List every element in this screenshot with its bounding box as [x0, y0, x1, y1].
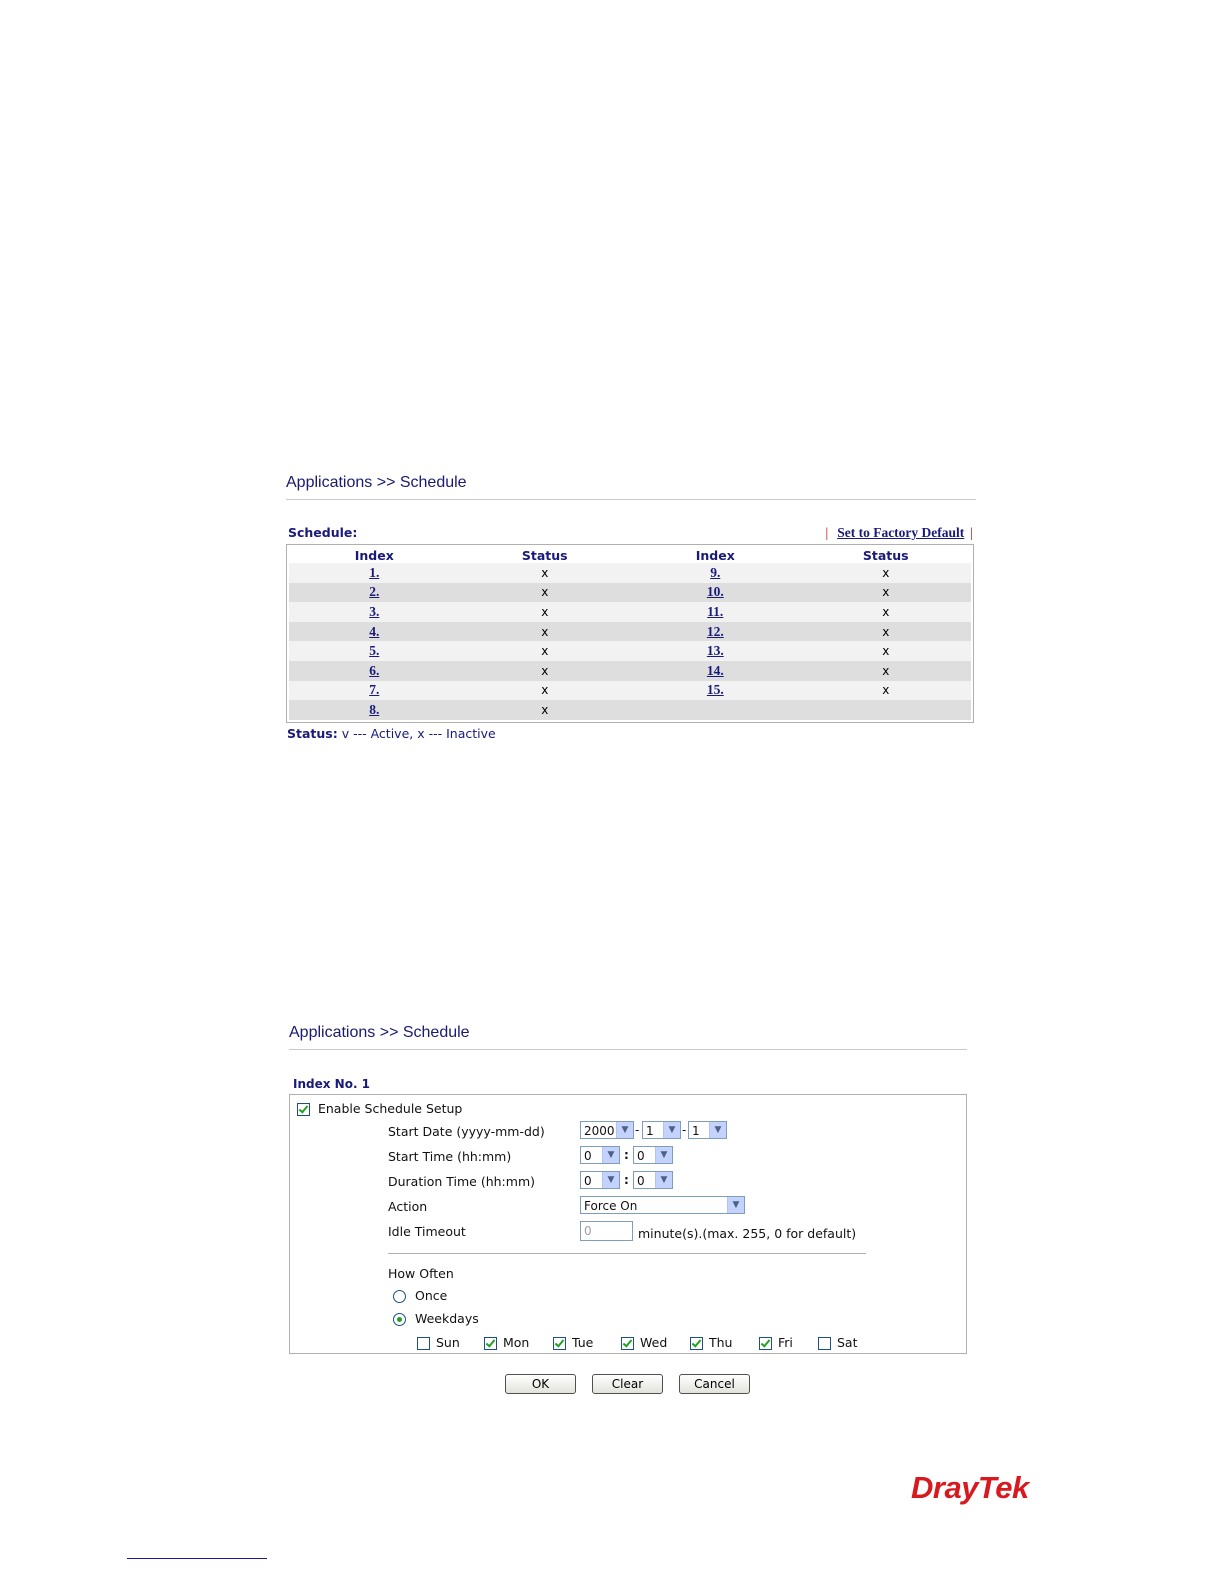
idle-timeout-label: Idle Timeout: [388, 1224, 466, 1239]
table-row: [289, 602, 971, 622]
separator: |: [970, 525, 973, 540]
schedule-index-link[interactable]: 12.: [706, 623, 724, 639]
schedule-status: x: [882, 663, 890, 678]
day-option: [484, 1335, 529, 1350]
idle-timeout-input[interactable]: 0: [580, 1221, 633, 1241]
table-row: [289, 622, 971, 642]
enable-schedule-checkbox[interactable]: [297, 1103, 310, 1116]
table-row: [289, 681, 971, 701]
table-cell: [289, 641, 460, 661]
table-row: [289, 700, 971, 720]
duration-time-label: Duration Time (hh:mm): [388, 1174, 535, 1189]
schedule-status: x: [541, 663, 549, 678]
table-row: [289, 641, 971, 661]
table-cell: [630, 661, 801, 681]
table-cell: [289, 583, 460, 603]
start-month-select[interactable]: 1 ▼: [642, 1121, 681, 1139]
schedule-index-link[interactable]: 3.: [369, 603, 380, 619]
schedule-status: x: [882, 644, 890, 659]
schedule-index-link[interactable]: 1.: [369, 564, 380, 580]
table-cell: [630, 583, 801, 603]
table-cell: [289, 661, 460, 681]
duration-hour-select[interactable]: 0 ▼: [580, 1171, 620, 1189]
day-checkbox-wed[interactable]: [621, 1337, 634, 1350]
schedule-label: Schedule:: [288, 525, 358, 540]
chevron-down-icon: ▼: [709, 1122, 726, 1138]
day-checkbox-sun[interactable]: [417, 1337, 430, 1350]
schedule-status: x: [541, 644, 549, 659]
chevron-down-icon: ▼: [727, 1197, 744, 1213]
day-label: Tue: [572, 1335, 594, 1350]
column-header-status: Status: [521, 547, 568, 563]
table-cell: [801, 681, 972, 701]
schedule-index-link[interactable]: 8.: [369, 701, 380, 717]
day-label: Sat: [837, 1335, 858, 1350]
day-label: Fri: [778, 1335, 793, 1350]
how-often-label: How Often: [388, 1266, 454, 1281]
table-cell: [460, 563, 631, 583]
table-cell: [630, 681, 801, 701]
weekdays-label: Weekdays: [414, 1311, 479, 1326]
table-cell: [460, 622, 631, 642]
weekdays-radio[interactable]: [393, 1313, 406, 1326]
schedule-index-link[interactable]: 11.: [707, 603, 724, 619]
table-cell: [289, 681, 460, 701]
column-header-index: Index: [354, 547, 394, 563]
day-checkbox-sat[interactable]: [818, 1337, 831, 1350]
draytek-logo: DrayTek: [911, 1470, 1029, 1505]
index-number-label: Index No. 1: [293, 1077, 371, 1091]
chevron-down-icon: ▼: [602, 1147, 619, 1163]
date-separator: -: [682, 1123, 687, 1137]
table-row: [289, 583, 971, 603]
table-row: [289, 661, 971, 681]
chevron-down-icon: ▼: [602, 1172, 619, 1188]
schedule-index-link[interactable]: 7.: [369, 682, 380, 698]
day-option: [621, 1335, 667, 1350]
idle-timeout-hint: minute(s).(max. 255, 0 for default): [638, 1226, 857, 1241]
schedule-status: x: [882, 565, 890, 580]
action-select[interactable]: Force On ▼: [580, 1196, 745, 1214]
column-header-index: Index: [695, 547, 735, 563]
table-cell: [630, 563, 801, 583]
chevron-down-icon: ▼: [616, 1122, 633, 1138]
time-separator: :: [624, 1148, 629, 1162]
table-cell: [460, 602, 631, 622]
day-option: [417, 1335, 460, 1350]
start-hour-select[interactable]: 0 ▼: [580, 1146, 620, 1164]
day-option: [759, 1335, 793, 1350]
schedule-index-link[interactable]: 15.: [706, 682, 724, 698]
chevron-down-icon: ▼: [655, 1172, 672, 1188]
day-label: Wed: [640, 1335, 668, 1350]
table-cell: [289, 563, 460, 583]
schedule-table: [286, 544, 974, 723]
enable-schedule-label: Enable Schedule Setup: [317, 1101, 463, 1116]
schedule-edit-panel: [289, 1024, 967, 1354]
schedule-index-link[interactable]: 13.: [706, 643, 724, 659]
start-time-label: Start Time (hh:mm): [388, 1149, 512, 1164]
table-cell: [289, 622, 460, 642]
table-cell: [801, 622, 972, 642]
schedule-index-link[interactable]: 5.: [369, 643, 380, 659]
status-legend: [287, 726, 976, 741]
divider: [388, 1253, 866, 1254]
table-cell: [801, 602, 972, 622]
schedule-index-link[interactable]: 4.: [369, 623, 380, 639]
time-separator: :: [624, 1173, 629, 1187]
schedule-status: x: [882, 624, 890, 639]
schedule-index-link[interactable]: 2.: [369, 584, 380, 600]
day-option: [818, 1335, 858, 1350]
schedule-status: x: [882, 683, 890, 698]
day-label: Sun: [436, 1335, 460, 1350]
start-day-select[interactable]: 1 ▼: [688, 1121, 727, 1139]
column-header-status: Status: [862, 547, 909, 563]
set-factory-default-link[interactable]: Set to Factory Default: [837, 525, 965, 540]
status-legend-text: v --- Active, x --- Inactive: [341, 725, 496, 741]
chevron-down-icon: ▼: [663, 1122, 680, 1138]
table-row: [289, 563, 971, 583]
schedule-setup-box: [289, 1094, 967, 1354]
day-option: [553, 1335, 593, 1350]
schedule-index-link[interactable]: 10.: [706, 584, 724, 600]
start-year-select[interactable]: 2000 ▼: [580, 1121, 634, 1139]
day-checkbox-thu[interactable]: [690, 1337, 703, 1350]
chevron-down-icon: ▼: [655, 1147, 672, 1163]
table-cell: [460, 661, 631, 681]
table-cell: [801, 661, 972, 681]
day-option: [690, 1335, 732, 1350]
page-title: Applications >> Schedule: [289, 1024, 967, 1050]
table-cell: [460, 583, 631, 603]
footer-rule: [127, 1558, 267, 1559]
table-cell: [289, 700, 460, 720]
table-cell: [460, 700, 631, 720]
schedule-status: x: [541, 585, 549, 600]
start-minute-select[interactable]: 0 ▼: [633, 1146, 673, 1164]
once-radio[interactable]: [393, 1290, 406, 1303]
clear-button[interactable]: Clear: [592, 1374, 663, 1394]
duration-minute-select[interactable]: 0 ▼: [633, 1171, 673, 1189]
schedule-index-link[interactable]: 9.: [710, 564, 721, 580]
schedule-status: x: [882, 585, 890, 600]
day-checkbox-mon[interactable]: [484, 1337, 497, 1350]
schedule-status: x: [882, 604, 890, 619]
day-checkbox-fri[interactable]: [759, 1337, 772, 1350]
schedule-status: x: [541, 683, 549, 698]
table-cell: [630, 622, 801, 642]
table-cell: [801, 583, 972, 603]
table-cell: [801, 700, 972, 720]
table-cell: [801, 563, 972, 583]
schedule-status: x: [541, 565, 549, 580]
schedule-index-link[interactable]: 6.: [369, 662, 380, 678]
table-cell: [460, 641, 631, 661]
page-title: Applications >> Schedule: [286, 474, 976, 500]
start-date-label: Start Date (yyyy-mm-dd): [388, 1124, 545, 1139]
status-legend-label: Status:: [287, 725, 338, 741]
once-label: Once: [414, 1288, 448, 1303]
table-cell: [801, 641, 972, 661]
ok-button[interactable]: OK: [505, 1374, 576, 1394]
table-cell: [630, 602, 801, 622]
separator: |: [825, 525, 829, 540]
schedule-header: [286, 525, 976, 543]
day-label: Thu: [709, 1335, 733, 1350]
date-separator: -: [635, 1123, 640, 1137]
table-cell: [630, 641, 801, 661]
schedule-status: x: [541, 604, 549, 619]
cancel-button[interactable]: Cancel: [679, 1374, 750, 1394]
schedule-status: x: [541, 624, 549, 639]
table-cell: [460, 681, 631, 701]
schedule-status: x: [541, 702, 549, 717]
schedule-list-panel: [286, 474, 976, 741]
table-cell: [289, 602, 460, 622]
schedule-index-link[interactable]: 14.: [706, 662, 724, 678]
day-checkbox-tue[interactable]: [553, 1337, 566, 1350]
table-cell: [630, 700, 801, 720]
day-label: Mon: [503, 1335, 530, 1350]
action-label: Action: [388, 1199, 428, 1214]
